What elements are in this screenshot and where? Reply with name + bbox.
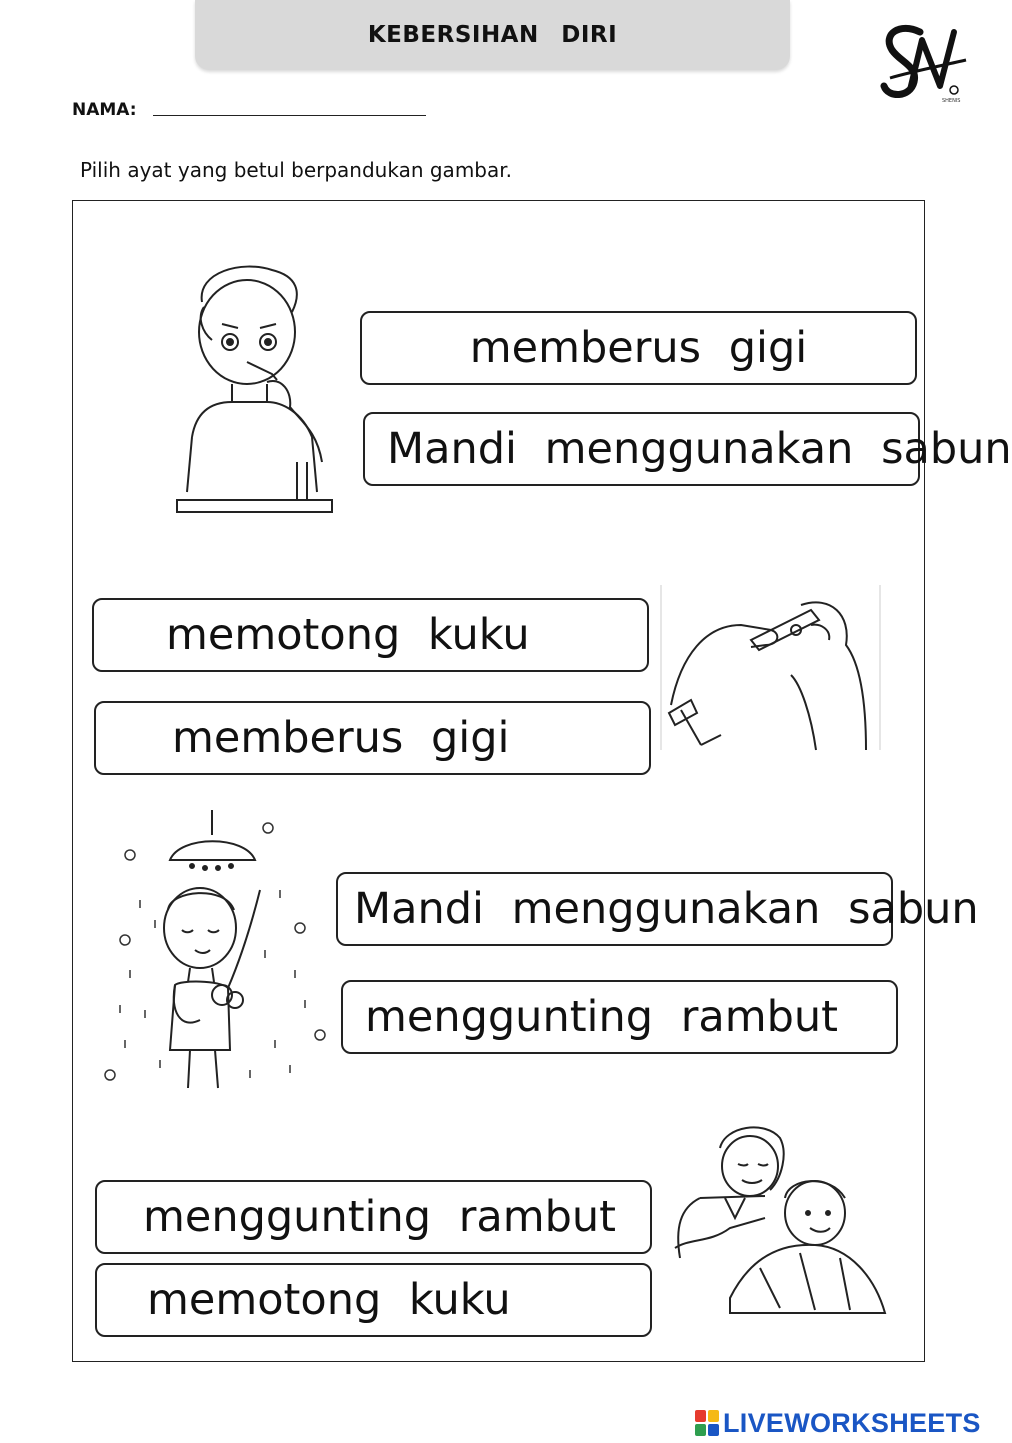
liveworksheets-brand: LIVEWORKSHEETS (723, 1407, 981, 1438)
author-logo (880, 20, 970, 105)
instruction-text: Pilih ayat yang betul berpandukan gambar. (80, 158, 512, 182)
page-title: KEBERSIHAN DIRI (367, 22, 618, 48)
q2-option-2[interactable] (94, 701, 651, 775)
title-banner (195, 0, 790, 70)
name-label: NAMA: (72, 100, 137, 120)
q3-option-1-label: Mandi menggunakan sabun (354, 884, 979, 934)
q3-option-2-label: menggunting rambut (365, 992, 839, 1042)
q1-option-1-label: memberus gigi (469, 323, 808, 373)
boy-brushing-teeth-image (172, 262, 337, 518)
q3-option-1[interactable] (336, 872, 979, 946)
liveworksheets-icon (695, 1410, 719, 1436)
q4-option-2[interactable] (95, 1263, 652, 1337)
q1-option-2[interactable] (363, 412, 1012, 486)
q2-option-1[interactable] (92, 598, 649, 672)
q4-option-1[interactable] (95, 1180, 652, 1254)
q4-option-2-label: memotong kuku (147, 1275, 511, 1325)
q1-option-2-label: Mandi menggunakan sabun (387, 424, 1012, 474)
q1-option-1[interactable] (360, 311, 917, 385)
svg-text:SHENIS: SHENIS (942, 98, 961, 104)
boy-showering-image (100, 810, 330, 1092)
name-input-line[interactable] (153, 115, 426, 116)
liveworksheets-logo (695, 1405, 995, 1441)
q2-option-2-label: memberus gigi (172, 713, 510, 763)
nail-clipping-image (661, 585, 880, 750)
q4-option-1-label: menggunting rambut (143, 1192, 617, 1242)
haircut-image (670, 1118, 892, 1318)
q3-option-2[interactable] (341, 980, 898, 1054)
q2-option-1-label: memotong kuku (166, 610, 530, 660)
